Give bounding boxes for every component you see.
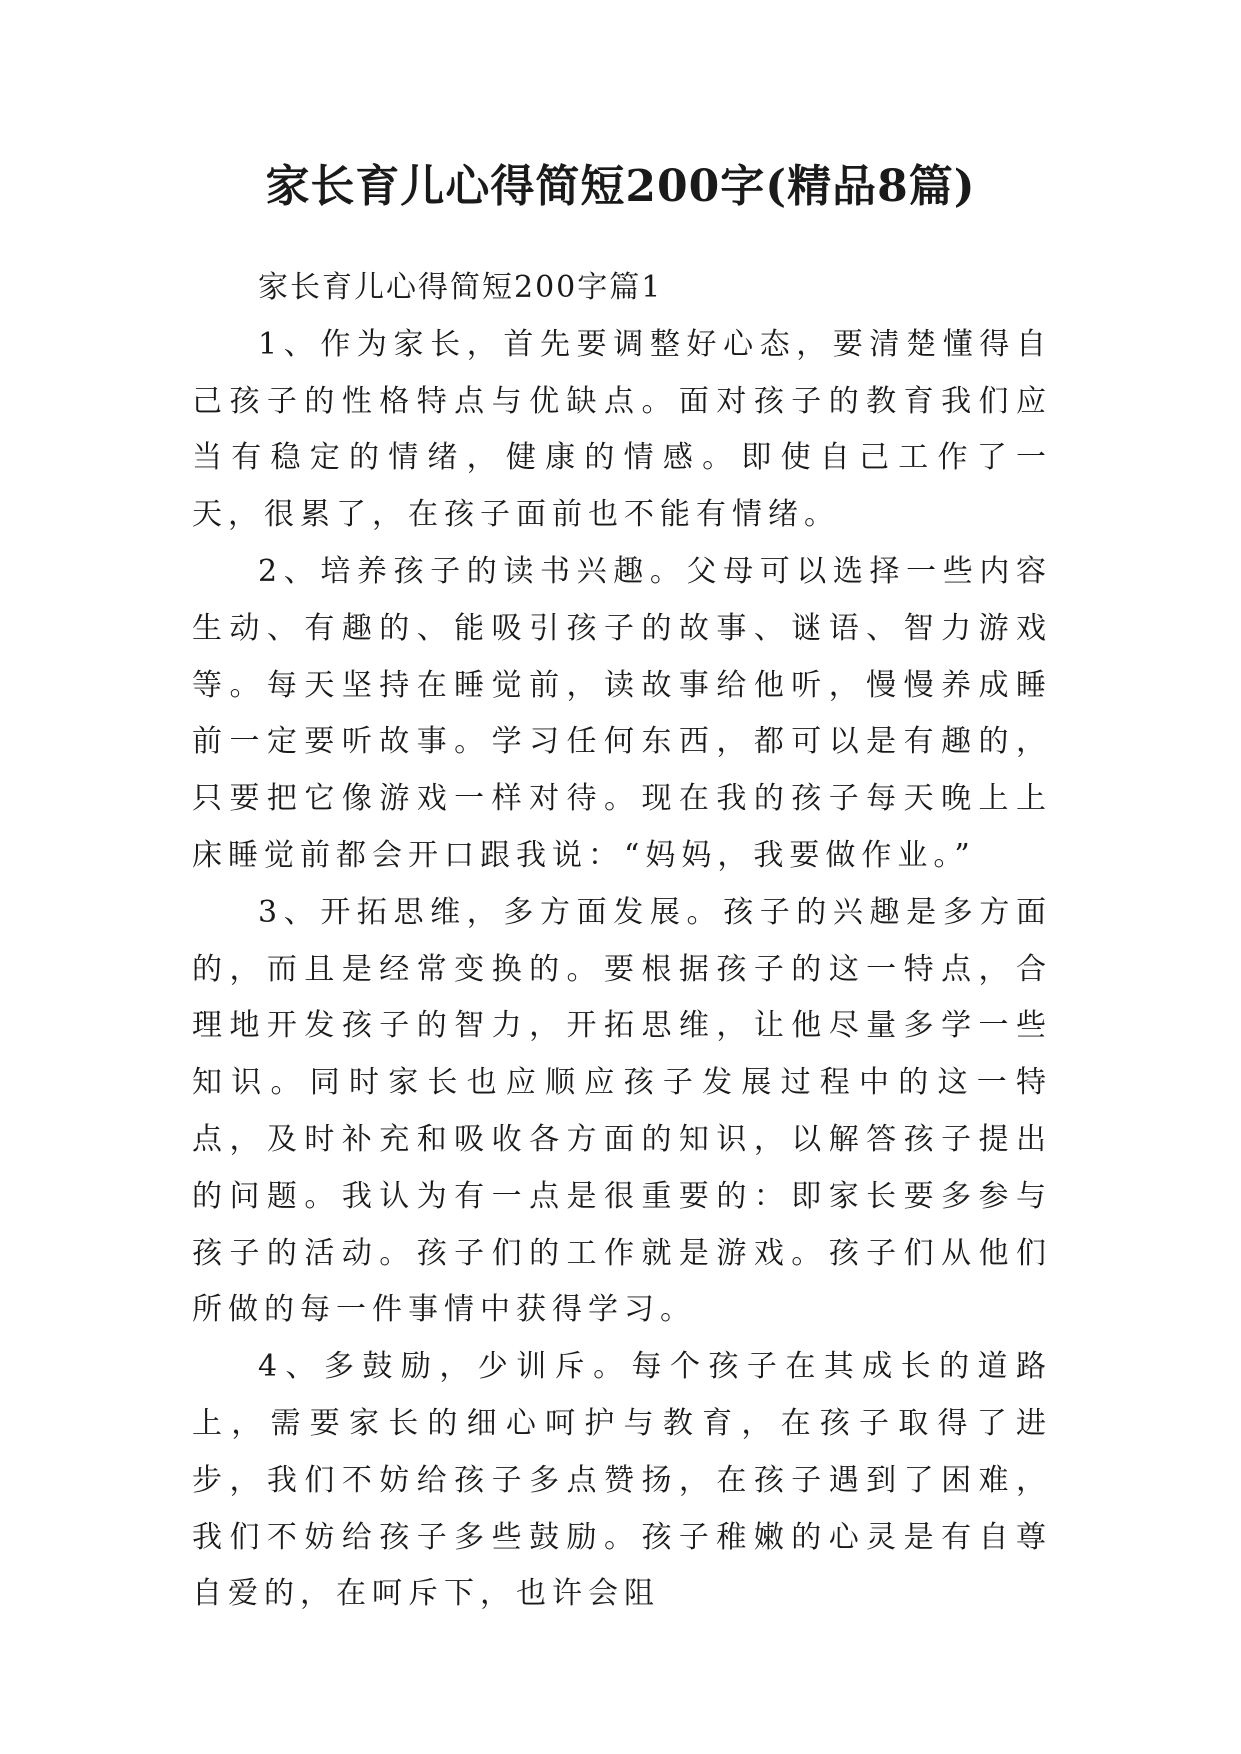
document-title: 家长育儿心得简短200字(精品8篇) — [265, 161, 976, 212]
document-body — [192, 260, 1052, 1623]
paragraph-4: 4、多鼓励，少训斥。每个孩子在其成长的道路上，需要家长的细心呵护与教育，在孩子取得了进步，我们不妨给孩子多点赞扬，在孩子遇到了困难，我们不妨给孩子多些鼓励。孩子稚嫩的心灵是有自尊自爱的，在呵斥下，也许会阻 — [192, 1349, 1052, 1612]
section-heading: 家长育儿心得简短200字篇1 — [258, 270, 663, 305]
paragraph-3: 3、开拓思维，多方面发展。孩子的兴趣是多方面的，而且是经常变换的。要根据孩子的这一特点，合理地开发孩子的智力，开拓思维，让他尽量多学一些知识。同时家长也应顺应孩子发展过程中的这一特点，及时补充和吸收各方面的知识，以解答孩子提出的问题。我认为有一点是很重要的：即家长要多参与孩子的活动。孩子们的工作就是游戏。孩子们从他们所做的每一件事情中获得学习。 — [192, 894, 1052, 1328]
paragraph-2: 2、培养孩子的读书兴趣。父母可以选择一些内容生动、有趣的、能吸引孩子的故事、谜语、智力游戏等。每天坚持在睡觉前，读故事给他听，慢慢养成睡前一定要听故事。学习任何东西，都可以是有趣的，只要把它像游戏一样对待。现在我的孩子每天晚上上床睡觉前都会开口跟我说：“妈妈，我要做作业。” — [192, 553, 1052, 873]
paragraph-1: 1、作为家长，首先要调整好心态，要清楚懂得自己孩子的性格特点与优缺点。面对孩子的教育我们应当有稳定的情绪，健康的情感。即使自己工作了一天，很累了，在孩子面前也不能有情绪。 — [192, 326, 1052, 533]
